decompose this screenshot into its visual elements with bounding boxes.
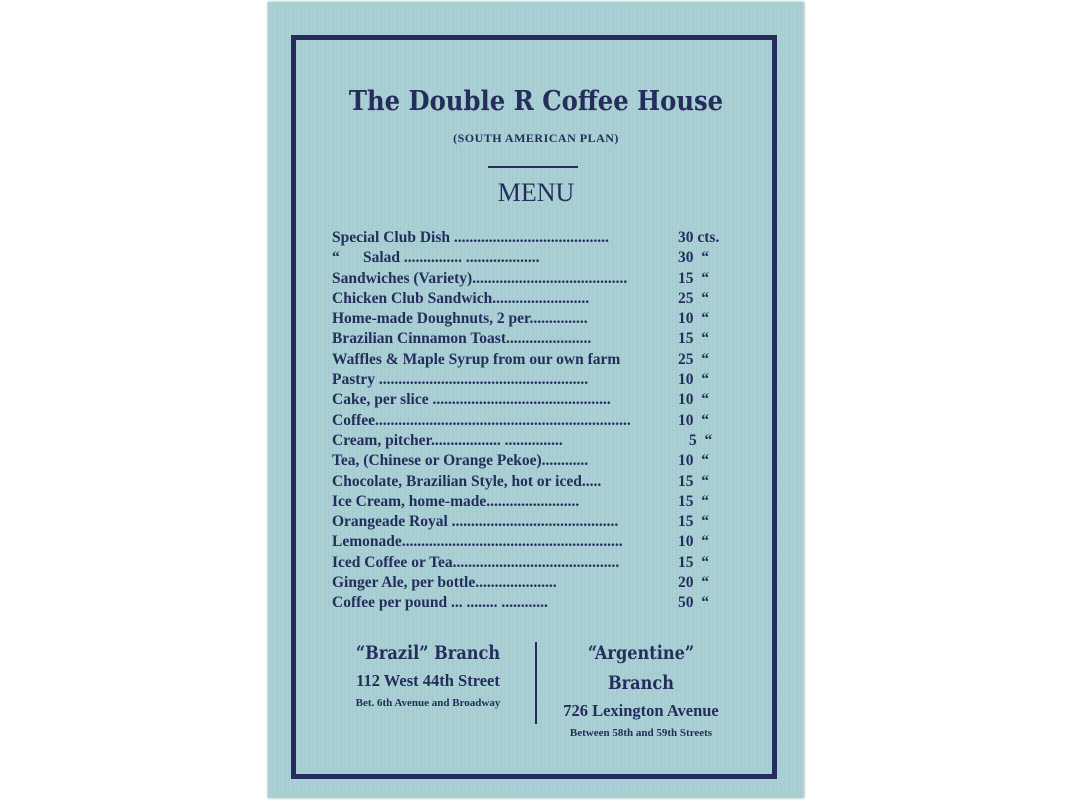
- menu-item-name: Sandwiches (Variety)........................................: [332, 269, 628, 287]
- menu-item: [332, 573, 742, 593]
- menu-item: [332, 228, 742, 248]
- menu-item-price: 10 “: [678, 310, 709, 328]
- menu-item: [332, 269, 742, 289]
- menu-item: [332, 512, 742, 532]
- branch-cross-streets: Bet. 6th Avenue and Broadway: [355, 697, 501, 709]
- menu-item: [332, 472, 742, 492]
- menu-item-name: Orangeade Royal ...........................................: [332, 513, 619, 531]
- menu-item-name: Home-made Doughnuts, 2 per...............: [332, 310, 588, 328]
- menu-item: [332, 390, 742, 410]
- menu-item-price: 15 “: [678, 513, 709, 531]
- branch-cross-streets: Between 58th and 59th Streets: [569, 727, 713, 739]
- branch-address: 726 Lexington Avenue: [563, 701, 719, 720]
- menu-item-price: 25 “: [678, 289, 709, 307]
- menu-item-price: 10 “: [678, 411, 709, 429]
- menu-item-name: Ginger Ale, per bottle.....................: [332, 574, 557, 592]
- branch-divider: [535, 642, 537, 724]
- menu-item: [332, 431, 742, 451]
- brazil-branch: [322, 638, 534, 712]
- menu-item-price: 10 “: [678, 533, 709, 551]
- menu-item-price: 5 “: [689, 431, 713, 449]
- menu-item-name: Tea, (Chinese or Orange Pekoe)............: [332, 452, 589, 470]
- menu-item-price: 20 “: [678, 574, 709, 592]
- menu-item-name: Cake, per slice ..............................................: [332, 391, 611, 409]
- menu-item-name: Cream, pitcher.................. ...............: [332, 431, 563, 449]
- menu-item: [332, 411, 742, 431]
- menu-item: [332, 593, 742, 613]
- menu-item-name: Lemonade.........................................................: [332, 533, 623, 551]
- menu-item-price: 10 “: [678, 452, 709, 470]
- menu-heading: MENU: [497, 178, 575, 207]
- menu-item-price: 30 cts.: [678, 229, 720, 246]
- menu-item: [332, 289, 742, 309]
- menu-item-name: Chicken Club Sandwich.........................: [332, 289, 590, 307]
- menu-item-name: Coffee per pound ... ........ ............: [332, 594, 552, 612]
- menu-item-price: 10 “: [678, 371, 709, 389]
- menu-item-price: 15 “: [678, 269, 709, 287]
- menu-item: [332, 329, 742, 349]
- menu-item: [332, 248, 742, 268]
- menu-item-price: 25 “: [678, 350, 709, 368]
- menu-item-price: 30 “: [678, 249, 709, 267]
- menu-item-name: Chocolate, Brazilian Style, hot or iced.....: [332, 472, 602, 490]
- menu-item-price: 15 “: [678, 492, 709, 510]
- menu-item-name: Coffee..................................................................: [332, 411, 631, 429]
- menu-card: [268, 2, 804, 798]
- branch-address: 112 West 44th Street: [356, 671, 500, 690]
- menu-item-name: Waffles & Maple Syrup from our own farm: [332, 350, 621, 368]
- plan-subtitle: (SOUTH AMERICAN PLAN): [453, 131, 619, 145]
- branch-name: “Argentine” Branch: [587, 642, 695, 694]
- argentine-branch: [539, 638, 743, 742]
- menu-item: [332, 309, 742, 329]
- menu-item-price: 15 “: [678, 472, 709, 490]
- menu-item-name: “ Salad ............... ...................: [332, 249, 540, 267]
- menu-item-name: Ice Cream, home-made........................: [332, 492, 580, 510]
- coffee-house-title: The Double R Coffee House: [348, 86, 724, 117]
- menu-item: [332, 492, 742, 512]
- menu-item-name: Iced Coffee or Tea...........................................: [332, 553, 620, 571]
- menu-item-name: Pastry ......................................................: [332, 371, 589, 389]
- menu-item-price: 50 “: [678, 594, 709, 612]
- menu-item-price: 10 “: [678, 391, 709, 409]
- menu-item-list: [332, 228, 742, 614]
- menu-item: [332, 370, 742, 390]
- menu-item: [332, 532, 742, 552]
- menu-item-name: Brazilian Cinnamon Toast......................: [332, 330, 592, 348]
- menu-item: [332, 553, 742, 573]
- menu-item-price: 15 “: [678, 553, 709, 571]
- menu-item: [332, 451, 742, 471]
- branches-section: [268, 638, 804, 739]
- menu-item-name: Special Club Dish ........................................: [332, 229, 609, 246]
- menu-item-price: 15 “: [678, 330, 709, 348]
- branch-name: “Brazil” Branch: [355, 642, 501, 664]
- menu-item: [332, 350, 742, 370]
- title-divider: [488, 166, 578, 168]
